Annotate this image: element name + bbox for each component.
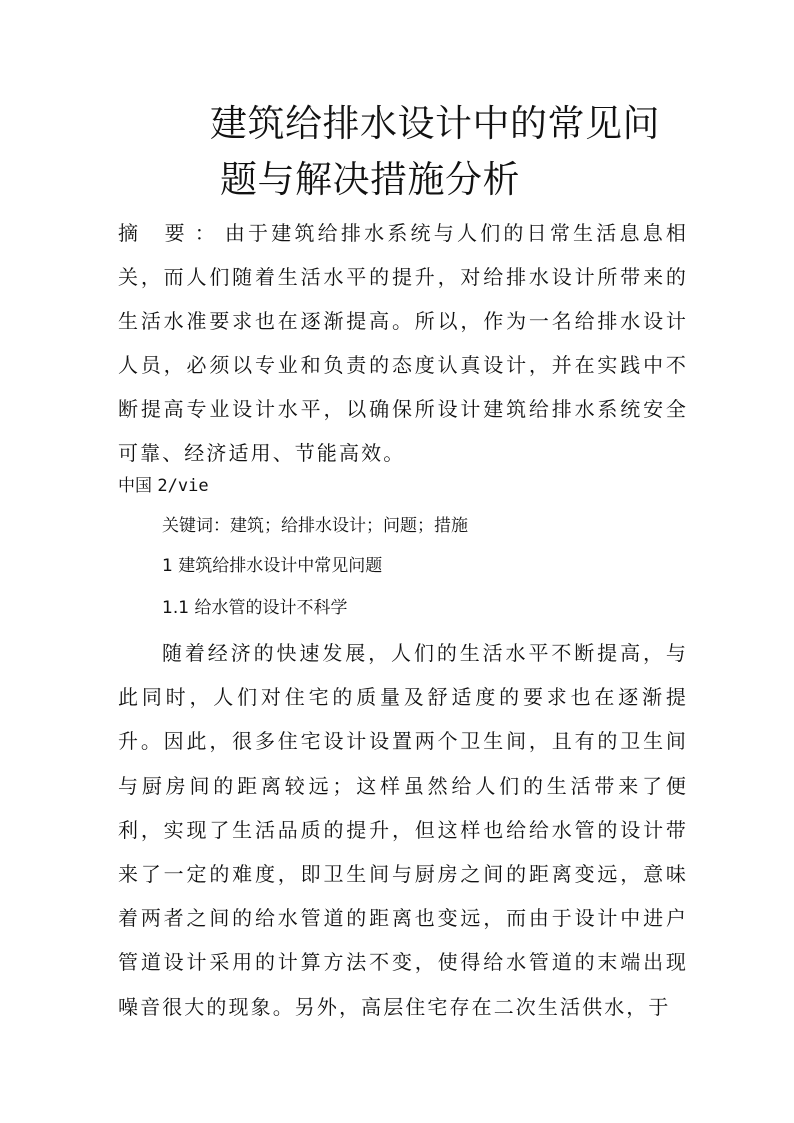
keywords-line: 关键词：建筑；给排水设计；问题；措施: [162, 516, 468, 536]
title-line-1: 建筑给排水设计中的常见问: [210, 102, 660, 145]
document-title: [200, 96, 680, 208]
subsection-heading-1-1: 1.1 给水管的设计不科学: [162, 598, 348, 618]
source-code: 2/vie: [157, 476, 209, 496]
abstract-text: 由于建筑给排水系统与人们的日常生活息息相关，而人们随着生活水平的提升，对给排水设计所带来的生活水准要求也在逐渐提高。所以，作为一名给排水设计人员，必须以专业和负责的态度认真设计，并在实践中不断提高专业设计水平，以确保所设计建筑给排水系统安全可靠、经济适用、节能高效。: [118, 221, 689, 465]
section-heading-1: 1 建筑给排水设计中常见问题: [162, 556, 383, 576]
abstract-label: 摘 要：: [118, 221, 225, 245]
abstract-paragraph: [118, 211, 688, 475]
body-paragraph: 随着经济的快速发展，人们的生活水平不断提高，与此同时，人们对住宅的质量及舒适度的要求也在逐渐提升。因此，很多住宅设计设置两个卫生间，且有的卫生间与厨房间的距离较远；这样虽然给人们的生活带来了便利，实现了生活品质的提升，但这样也给给水管的设计带来了一定的难度，即卫生间与厨房之间的距离变远，意味着两者之间的给水管道的距离也变远，而由于设计中进户管道设计采用的计算方法不变，使得给水管道的末端出现噪音很大的现象。另外，高层住宅存在二次生活供水，于: [118, 641, 688, 1019]
title-line-2: 题与解决措施分析: [220, 158, 520, 201]
source-prefix: 中国: [118, 476, 152, 496]
source-line: [118, 471, 209, 501]
